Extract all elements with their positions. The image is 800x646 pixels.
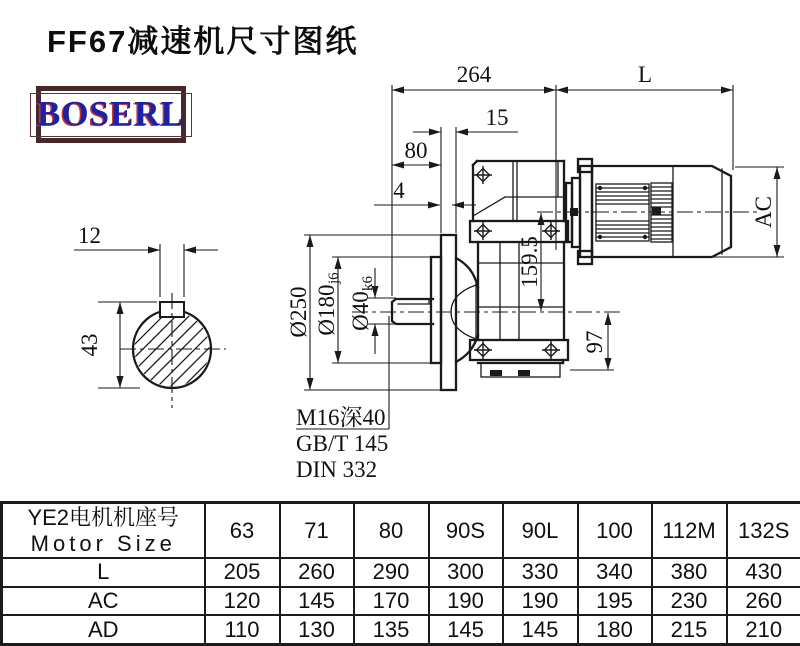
cell: 195: [578, 587, 652, 615]
cell: 380: [652, 558, 727, 586]
bolt-hole-icon: [542, 341, 560, 359]
cell: 300: [429, 558, 503, 586]
cell: 170: [354, 587, 429, 615]
col-header: 71: [280, 503, 354, 559]
dim-flange-thickness: [413, 105, 518, 132]
cell: 190: [503, 587, 578, 615]
cell: 135: [354, 615, 429, 644]
bolt-hole-icon: [542, 222, 560, 240]
dim-spigot-offset: [374, 178, 476, 205]
svg-text:Ø250: Ø250: [286, 286, 311, 338]
cell: 205: [205, 558, 280, 586]
row-label: AC: [2, 587, 205, 615]
svg-text:97: 97: [582, 330, 607, 354]
svg-text:j6: j6: [326, 272, 342, 284]
col-header: 100: [578, 503, 652, 559]
dim-shaft-extension: [392, 138, 441, 165]
dim-key-height: [77, 302, 157, 388]
cell: 290: [354, 558, 429, 586]
svg-text:159.5: 159.5: [517, 236, 542, 288]
cell: 180: [578, 615, 652, 644]
cell: 340: [578, 558, 652, 586]
col-header: 63: [205, 503, 280, 559]
col-header: 90S: [429, 503, 503, 559]
table-row: [2, 615, 800, 644]
svg-text:Ø40: Ø40: [348, 291, 373, 331]
cell: 145: [429, 615, 503, 644]
table-row: [2, 558, 800, 586]
cell: 120: [205, 587, 280, 615]
page-title: FF67减速机尺寸图纸: [47, 24, 359, 59]
cell: 260: [727, 587, 800, 615]
bolt-hole-icon: [474, 166, 492, 184]
svg-text:AC: AC: [751, 196, 776, 228]
shaft-section-view: [78, 293, 260, 408]
header-motor-size: YE2电机机座号 Motor Size: [2, 503, 205, 559]
flange-spigot: [431, 257, 441, 363]
cell: 130: [280, 615, 354, 644]
table-header-row: [2, 503, 800, 559]
dim-foot-height: [570, 313, 614, 370]
cell: 190: [429, 587, 503, 615]
svg-text:80: 80: [404, 138, 428, 163]
svg-text:15: 15: [485, 105, 509, 130]
row-label: L: [2, 558, 205, 586]
motor-size-table: [0, 501, 800, 646]
svg-text:GB/T 145: GB/T 145: [296, 431, 389, 456]
svg-text:12: 12: [78, 223, 101, 248]
svg-text:DIN 332: DIN 332: [296, 457, 378, 482]
dim-motor-length: [556, 62, 733, 90]
cell: 330: [503, 558, 578, 586]
table-row: [2, 587, 800, 615]
cell: 145: [280, 587, 354, 615]
dimensions: [286, 62, 784, 482]
cell: 215: [652, 615, 727, 644]
brand-logo-text: BOSERL: [37, 93, 185, 133]
cell: 210: [727, 615, 800, 644]
cell: 230: [652, 587, 727, 615]
bolt-hole-icon: [474, 222, 492, 240]
col-header: 90L: [503, 503, 578, 559]
svg-text:4: 4: [393, 178, 405, 203]
svg-text:k6: k6: [360, 276, 376, 291]
svg-text:43: 43: [77, 333, 102, 357]
svg-text:Ø180: Ø180: [314, 284, 339, 336]
svg-text:264: 264: [456, 62, 492, 87]
bolt-hole-icon: [474, 341, 492, 359]
col-header: 80: [354, 503, 429, 559]
cell: 260: [280, 558, 354, 586]
dim-overall-width: [392, 62, 556, 90]
cell: 145: [503, 615, 578, 644]
row-label: AD: [2, 615, 205, 644]
cell: 110: [205, 615, 280, 644]
svg-text:M16深40: M16深40: [296, 405, 386, 430]
cell: 430: [727, 558, 800, 586]
svg-text:L: L: [637, 62, 653, 87]
dim-key-width: [74, 223, 218, 297]
col-header: 132S: [727, 503, 800, 559]
dim-center-height: [517, 213, 542, 311]
col-header: 112M: [652, 503, 727, 559]
